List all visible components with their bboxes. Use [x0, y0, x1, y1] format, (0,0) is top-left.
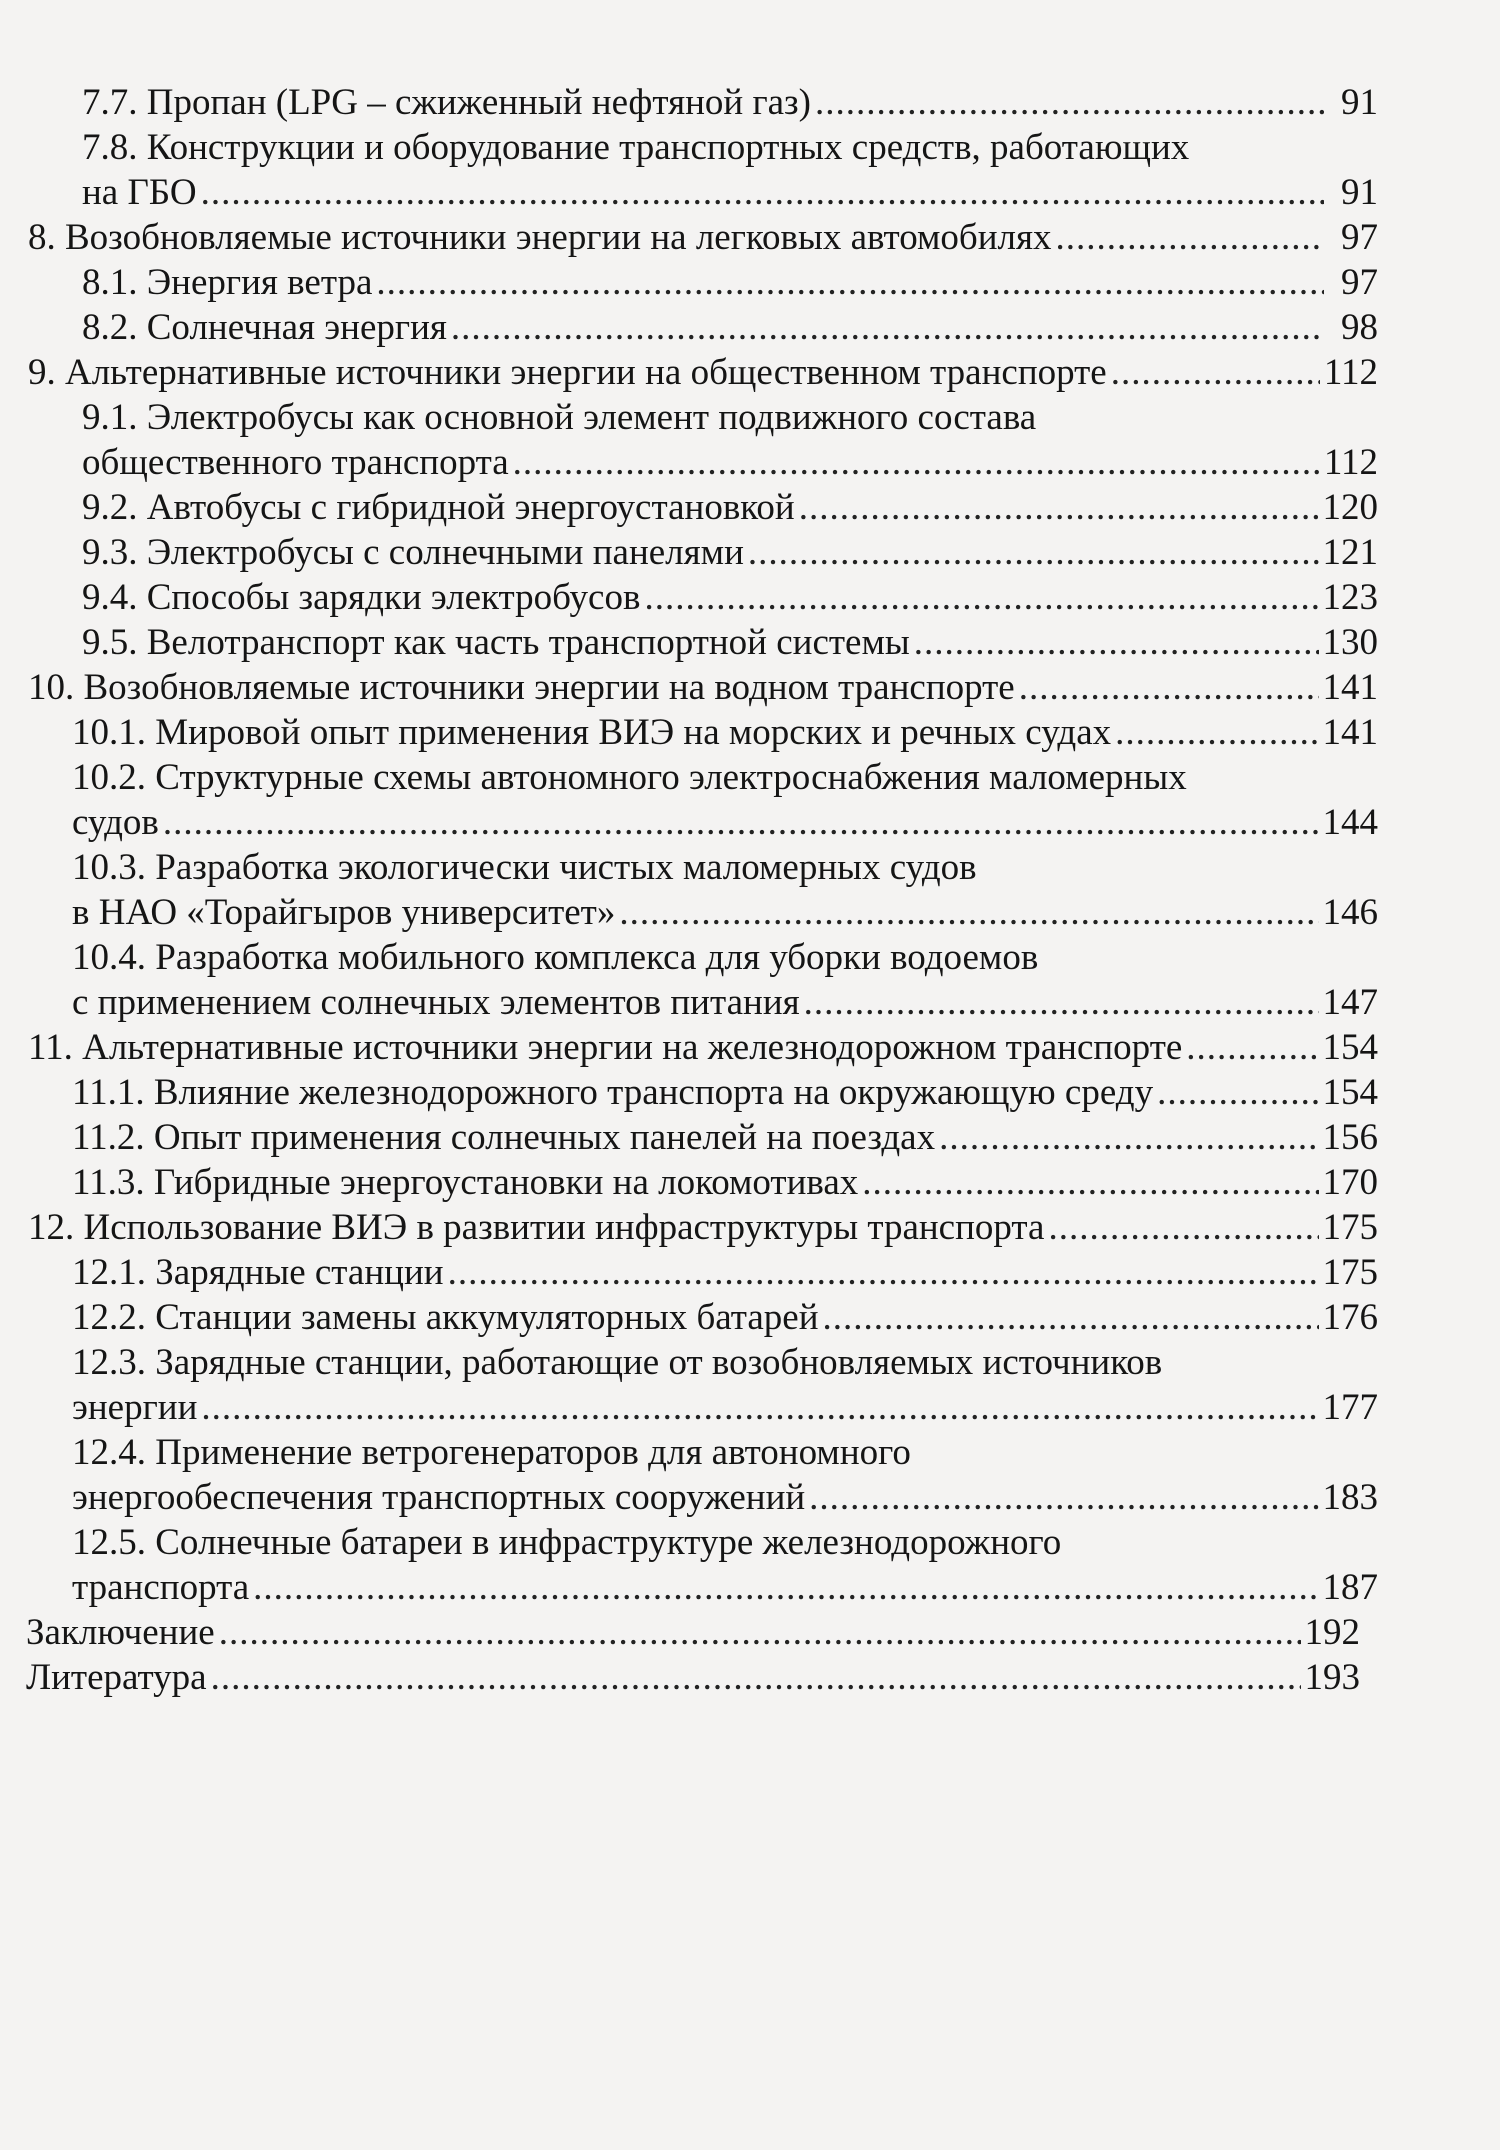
toc-entry-title: 12.3. Зарядные станции, работающие от возобновляемых источников	[72, 1342, 1163, 1383]
dot-leader	[1157, 1070, 1318, 1115]
toc-entry-title: в НАО «Торайгыров университет»	[72, 892, 616, 933]
toc-entry-line	[72, 755, 1378, 800]
toc-entry-title: с применением солнечных элементов питания	[72, 982, 800, 1023]
dot-leader	[1048, 1205, 1318, 1250]
dot-leader	[823, 1295, 1319, 1340]
toc-page-number: 146	[1322, 892, 1378, 933]
toc-page-number: 154	[1322, 1072, 1378, 1113]
toc-entry-line	[82, 260, 1378, 305]
toc-entry	[72, 1340, 1378, 1430]
toc-entry-line	[72, 1250, 1378, 1295]
dot-leader	[448, 1250, 1319, 1295]
toc-entry-line	[72, 1070, 1378, 1115]
toc-entry	[72, 1295, 1378, 1340]
toc-entry-title: 9.3. Электробусы с солнечными панелями	[82, 532, 744, 573]
toc-entry	[72, 1160, 1378, 1205]
toc-entry-title: Заключение	[26, 1612, 215, 1653]
toc-page-number: 91	[1341, 82, 1378, 123]
toc-entry-title: 8. Возобновляемые источники энергии на легковых автомобилях	[28, 217, 1052, 258]
dot-leader	[163, 800, 1319, 845]
toc-entry-title: 12.1. Зарядные станции	[72, 1252, 444, 1293]
toc-entry-line	[72, 1115, 1378, 1160]
toc-entry-line	[82, 440, 1378, 485]
toc-entry-line	[82, 620, 1378, 665]
toc-entry-line	[72, 800, 1378, 845]
toc-entry-title: 10.3. Разработка экологически чистых маломерных судов	[72, 847, 977, 888]
toc-entry	[82, 125, 1378, 215]
dot-leader	[799, 485, 1319, 530]
toc-entry	[82, 575, 1378, 620]
toc-entry	[28, 1205, 1378, 1250]
dot-leader	[1019, 665, 1319, 710]
dot-leader	[211, 1655, 1301, 1700]
toc-entry-title: 12.2. Станции замены аккумуляторных батарей	[72, 1297, 819, 1338]
toc-entry-title: 11.1. Влияние железнодорожного транспорта на окружающую среду	[72, 1072, 1154, 1113]
dot-leader	[809, 1475, 1318, 1520]
toc-entry	[72, 1520, 1378, 1610]
toc-entry	[28, 215, 1378, 260]
toc-page-number: 175	[1322, 1252, 1378, 1293]
toc-entry-line	[82, 305, 1378, 350]
toc-entry-title: 11. Альтернативные источники энергии на железнодорожном транспорте	[28, 1027, 1183, 1068]
toc-entry-line	[82, 530, 1378, 575]
toc-entry	[82, 395, 1378, 485]
toc-entry-title: общественного транспорта	[82, 442, 509, 483]
toc-page-number: 121	[1322, 532, 1378, 573]
toc-entry-line	[28, 350, 1378, 395]
toc-entry-line	[82, 485, 1378, 530]
toc-entry-line	[72, 1160, 1378, 1205]
toc-entry-title: 7.7. Пропан (LPG – сжиженный нефтяной газ)	[82, 82, 811, 123]
toc-page-number: 177	[1322, 1387, 1378, 1428]
toc-entry	[72, 755, 1378, 845]
toc-entry-line	[72, 1565, 1378, 1610]
dot-leader	[253, 1565, 1318, 1610]
toc-page-number: 141	[1322, 712, 1378, 753]
toc-page-number: 120	[1322, 487, 1378, 528]
toc-entry-title: 11.2. Опыт применения солнечных панелей на поездах	[72, 1117, 936, 1158]
toc-page-number: 112	[1323, 352, 1378, 393]
toc-entry-title: 7.8. Конструкции и оборудование транспортных средств, работающих	[82, 127, 1190, 168]
toc-entry	[28, 350, 1378, 395]
toc-entry	[28, 1025, 1378, 1070]
toc-page-number: 183	[1322, 1477, 1378, 1518]
toc-entry-line	[26, 1655, 1360, 1700]
dot-leader	[939, 1115, 1318, 1160]
toc-entry	[28, 665, 1378, 710]
dot-leader	[815, 80, 1324, 125]
toc-page-number: 147	[1322, 982, 1378, 1023]
toc-entry-title: 10.1. Мировой опыт применения ВИЭ на морских и речных судах	[72, 712, 1112, 753]
toc-entry-line	[72, 890, 1378, 935]
toc-entry-title: на ГБО	[82, 172, 197, 213]
toc-page-number: 91	[1341, 172, 1378, 213]
dot-leader	[201, 170, 1324, 215]
toc-entry-title: 12. Использование ВИЭ в развитии инфраструктуры транспорта	[28, 1207, 1045, 1248]
toc-page-number: 144	[1322, 802, 1378, 843]
toc-entry	[26, 1610, 1360, 1655]
toc-entry-title: 11.3. Гибридные энергоустановки на локомотивах	[72, 1162, 859, 1203]
toc-entry	[82, 305, 1378, 350]
toc-entry-line	[82, 125, 1378, 170]
toc-entry-title: 9.4. Способы зарядки электробусов	[82, 577, 641, 618]
dot-leader	[1186, 1025, 1318, 1070]
toc-entry	[72, 1070, 1378, 1115]
toc-page-number: 130	[1322, 622, 1378, 663]
dot-leader	[219, 1610, 1301, 1655]
dot-leader	[644, 575, 1318, 620]
toc-page-number: 170	[1322, 1162, 1378, 1203]
toc-entry-title: 12.4. Применение ветрогенераторов для автономного	[72, 1432, 911, 1473]
toc-entry-title: 9. Альтернативные источники энергии на общественном транспорте	[28, 352, 1107, 393]
dot-leader	[748, 530, 1319, 575]
toc-entry-line	[72, 845, 1378, 890]
toc-entry-title: 8.2. Солнечная энергия	[82, 307, 447, 348]
toc-entry-line	[72, 935, 1378, 980]
toc-entry	[82, 530, 1378, 575]
toc-entry-line	[28, 215, 1378, 260]
dot-leader	[619, 890, 1318, 935]
toc-page-number: 175	[1322, 1207, 1378, 1248]
toc-entry-title: 8.1. Энергия ветра	[82, 262, 373, 303]
toc-entry-line	[72, 1340, 1378, 1385]
toc-entry-line	[72, 1520, 1378, 1565]
toc-entry	[82, 80, 1378, 125]
toc-page-number: 192	[1304, 1612, 1360, 1653]
dot-leader	[914, 620, 1319, 665]
dot-leader	[513, 440, 1320, 485]
toc-entry-title: 9.5. Велотранспорт как часть транспортной системы	[82, 622, 910, 663]
toc-page-number: 193	[1304, 1657, 1360, 1698]
toc-entry-title: Литература	[26, 1657, 207, 1698]
table-of-contents	[0, 80, 1500, 1700]
toc-entry-line	[82, 395, 1378, 440]
toc-entry	[72, 935, 1378, 1025]
toc-entry-line	[28, 665, 1378, 710]
dot-leader	[1111, 350, 1320, 395]
dot-leader	[451, 305, 1324, 350]
toc-page-number: 112	[1323, 442, 1378, 483]
toc-entry-line	[82, 575, 1378, 620]
toc-page-number: 97	[1341, 217, 1378, 258]
toc-entry-title: 9.2. Автобусы с гибридной энергоустановкой	[82, 487, 795, 528]
toc-entry-line	[28, 1025, 1378, 1070]
toc-entry	[26, 1655, 1360, 1700]
toc-entry	[82, 485, 1378, 530]
dot-leader	[201, 1385, 1318, 1430]
dot-leader	[376, 260, 1324, 305]
toc-entry	[72, 845, 1378, 935]
toc-page-number: 187	[1322, 1567, 1378, 1608]
dot-leader	[804, 980, 1319, 1025]
toc-entry-line	[26, 1610, 1360, 1655]
toc-entry	[82, 260, 1378, 305]
toc-entry	[72, 1115, 1378, 1160]
toc-entry-line	[82, 80, 1378, 125]
toc-page-number: 156	[1322, 1117, 1378, 1158]
toc-entry-line	[28, 1205, 1378, 1250]
toc-entry-line	[72, 1385, 1378, 1430]
toc-entry-line	[82, 170, 1378, 215]
toc-entry	[72, 710, 1378, 755]
toc-page-number: 176	[1322, 1297, 1378, 1338]
toc-page-number: 154	[1322, 1027, 1378, 1068]
toc-entry	[72, 1250, 1378, 1295]
toc-entry-title: транспорта	[72, 1567, 250, 1608]
toc-entry-title: 9.1. Электробусы как основной элемент подвижного состава	[82, 397, 1037, 438]
toc-entry-title: 10.4. Разработка мобильного комплекса для уборки водоемов	[72, 937, 1039, 978]
toc-page-number: 98	[1341, 307, 1378, 348]
toc-page-number: 141	[1322, 667, 1378, 708]
toc-entry-title: 10.2. Структурные схемы автономного электроснабжения маломерных	[72, 757, 1187, 798]
dot-leader	[1115, 710, 1318, 755]
toc-entry-title: энергии	[72, 1387, 198, 1428]
toc-entry-title: судов	[72, 802, 159, 843]
toc-page-number: 97	[1341, 262, 1378, 303]
toc-entry-line	[72, 1475, 1378, 1520]
toc-entry	[82, 620, 1378, 665]
toc-page-number: 123	[1322, 577, 1378, 618]
dot-leader	[1056, 215, 1324, 260]
toc-entry-line	[72, 710, 1378, 755]
toc-entry-title: энергообеспечения транспортных сооружений	[72, 1477, 806, 1518]
toc-entry	[72, 1430, 1378, 1520]
toc-entry-title: 12.5. Солнечные батареи в инфраструктуре железнодорожного	[72, 1522, 1062, 1563]
toc-entry-line	[72, 980, 1378, 1025]
dot-leader	[862, 1160, 1318, 1205]
toc-entry-line	[72, 1295, 1378, 1340]
toc-entry-title: 10. Возобновляемые источники энергии на водном транспорте	[28, 667, 1015, 708]
toc-entry-line	[72, 1430, 1378, 1475]
